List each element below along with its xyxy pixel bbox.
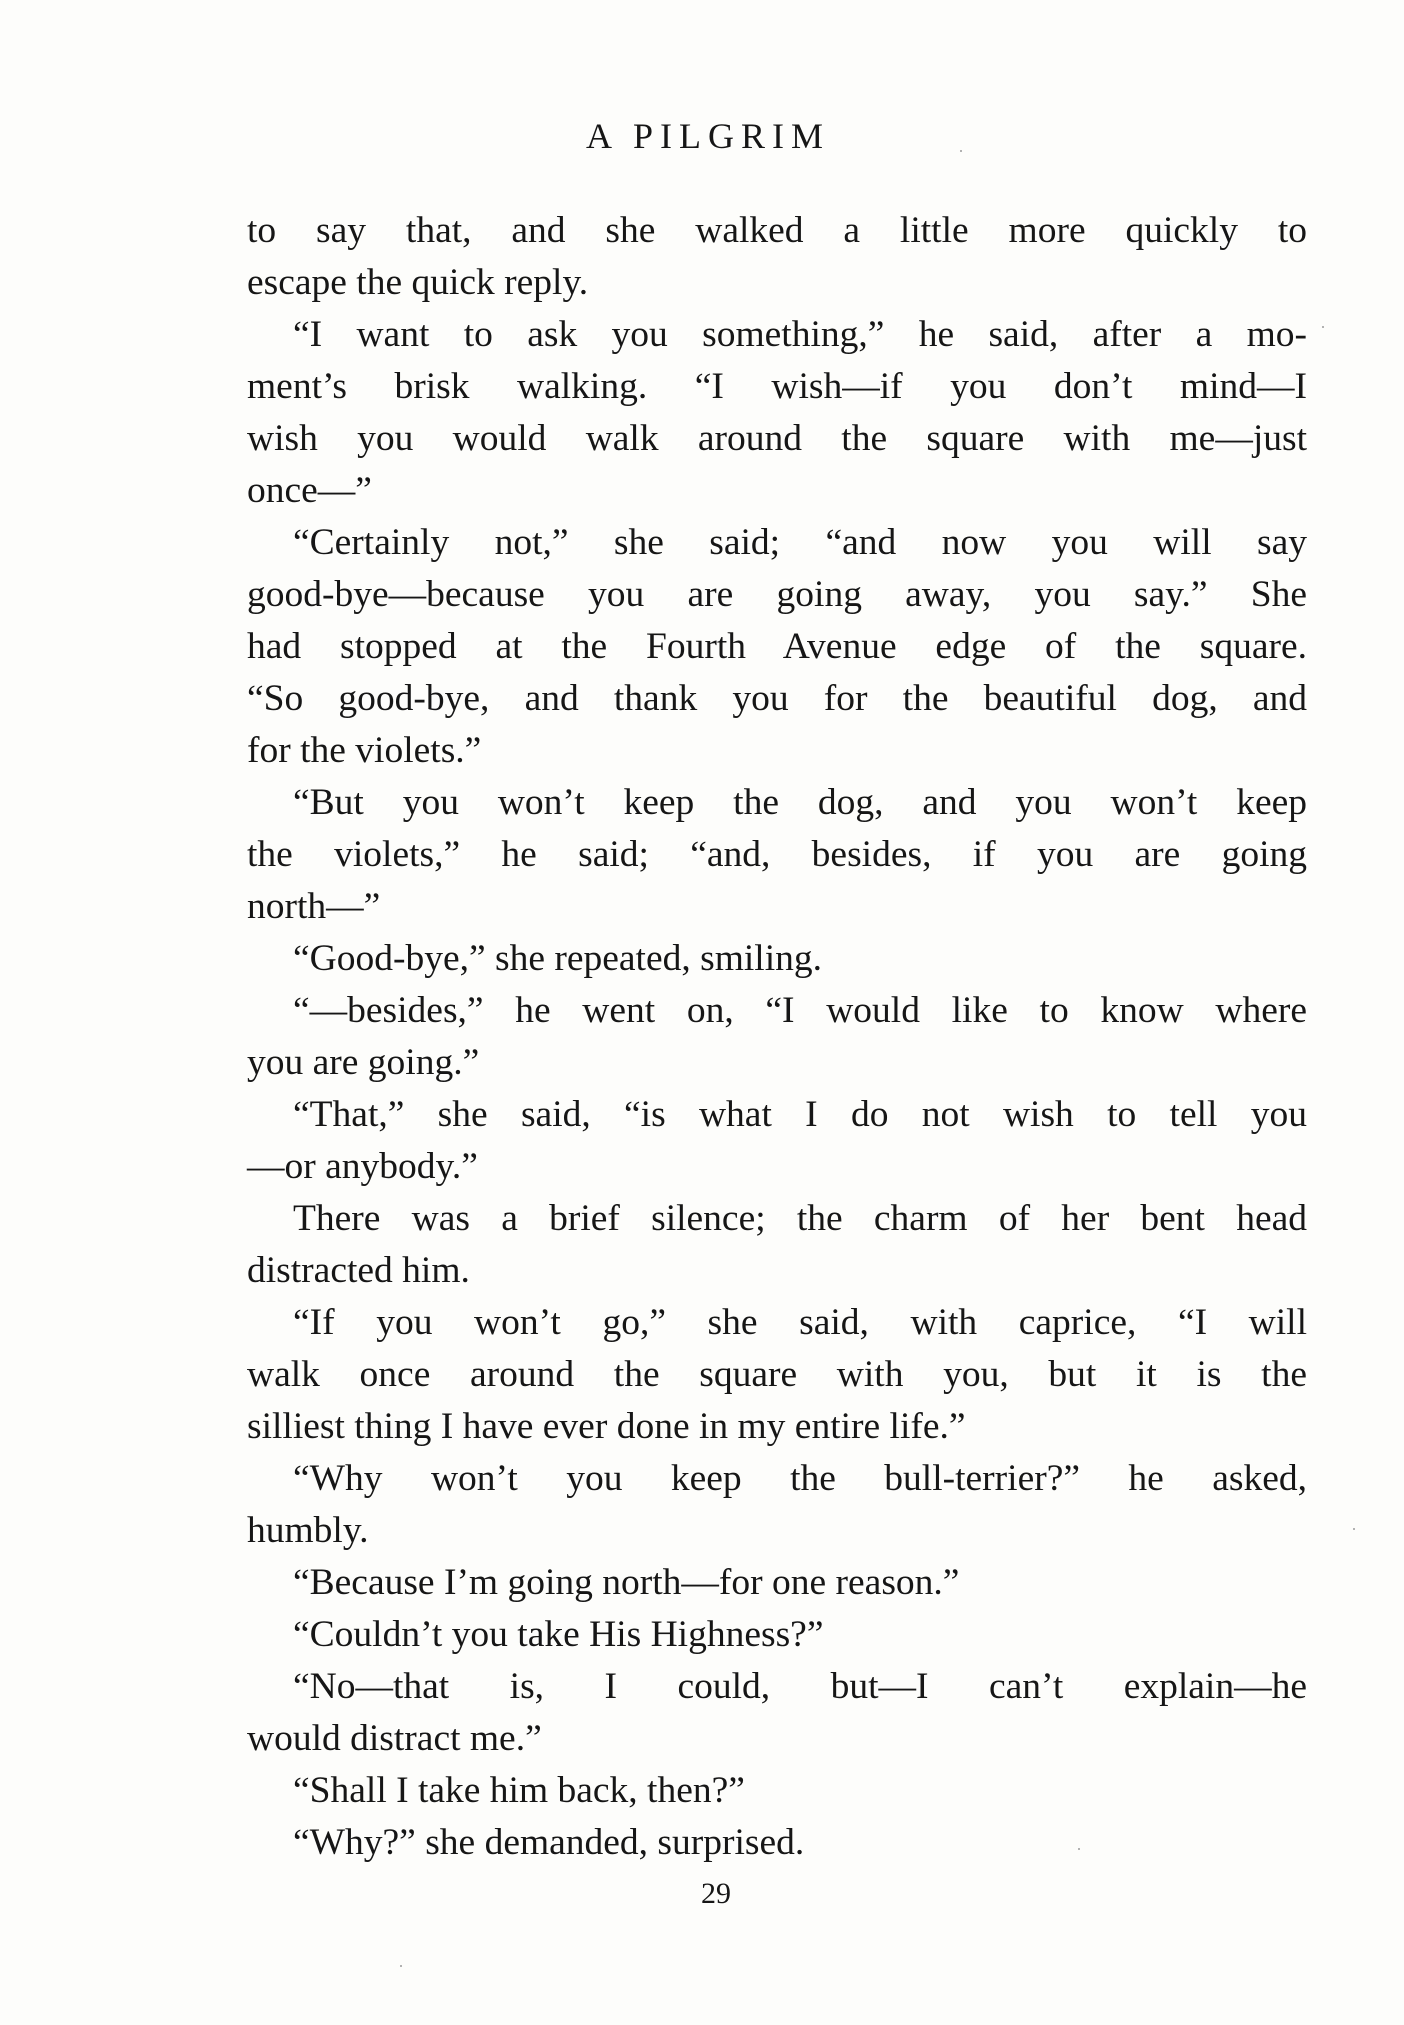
- text-line: escape the quick reply.: [247, 262, 589, 303]
- text-line: the violets,” he said; “and, besides, if you are going: [247, 834, 1307, 875]
- body-text: [247, 205, 1307, 1869]
- text-line: “Shall I take him back, then?”: [293, 1770, 745, 1811]
- text-line: “Couldn’t you take His Highness?”: [293, 1614, 824, 1655]
- text-line: to say that, and she walked a little more quickly to: [247, 210, 1307, 251]
- text-line: There was a brief silence; the charm of her bent head: [293, 1198, 1307, 1239]
- paper-speck: [960, 150, 962, 152]
- text-line: would distract me.”: [247, 1718, 542, 1759]
- page-number: 29: [701, 1877, 731, 1910]
- text-line: —or anybody.”: [247, 1146, 478, 1187]
- text-line: for the violets.”: [247, 730, 482, 771]
- text-line: ment’s brisk walking. “I wish—if you don’t mind—I: [247, 366, 1307, 407]
- running-head: A PILGRIM: [585, 116, 831, 156]
- text-line: north—”: [247, 886, 381, 927]
- text-line: “But you won’t keep the dog, and you won’t keep: [293, 782, 1307, 823]
- text-line: “Certainly not,” she said; “and now you will say: [293, 522, 1307, 563]
- text-line: “I want to ask you something,” he said, after a mo-: [293, 314, 1307, 355]
- text-line: “Why?” she demanded, surprised.: [293, 1822, 805, 1863]
- text-line: had stopped at the Fourth Avenue edge of the square.: [247, 626, 1307, 667]
- paper-speck: [1353, 1528, 1355, 1530]
- text-line: good-bye—because you are going away, you say.” She: [247, 574, 1307, 615]
- text-line: “Good-bye,” she repeated, smiling.: [293, 938, 822, 979]
- text-line: wish you would walk around the square with me—just: [247, 418, 1307, 459]
- text-line: humbly.: [247, 1510, 369, 1551]
- paper-speck: [400, 1965, 402, 1967]
- text-line: walk once around the square with you, but it is the: [247, 1354, 1307, 1395]
- text-line: “That,” she said, “is what I do not wish to tell you: [293, 1094, 1307, 1135]
- text-line: “—besides,” he went on, “I would like to know where: [293, 990, 1307, 1031]
- text-line: “Why won’t you keep the bull-terrier?” he asked,: [293, 1458, 1307, 1499]
- text-line: “So good-bye, and thank you for the beautiful dog, and: [247, 678, 1307, 719]
- text-line: once—”: [247, 470, 372, 511]
- text-line: you are going.”: [247, 1042, 480, 1083]
- text-line: silliest thing I have ever done in my entire life.”: [247, 1406, 966, 1447]
- text-line: “If you won’t go,” she said, with caprice, “I will: [293, 1302, 1307, 1343]
- paper-speck: [1322, 326, 1324, 328]
- paper-speck: [1078, 1848, 1080, 1850]
- text-line: distracted him.: [247, 1250, 470, 1291]
- text-line: “No—that is, I could, but—I can’t explain—he: [293, 1666, 1307, 1707]
- text-line: “Because I’m going north—for one reason.”: [293, 1562, 960, 1603]
